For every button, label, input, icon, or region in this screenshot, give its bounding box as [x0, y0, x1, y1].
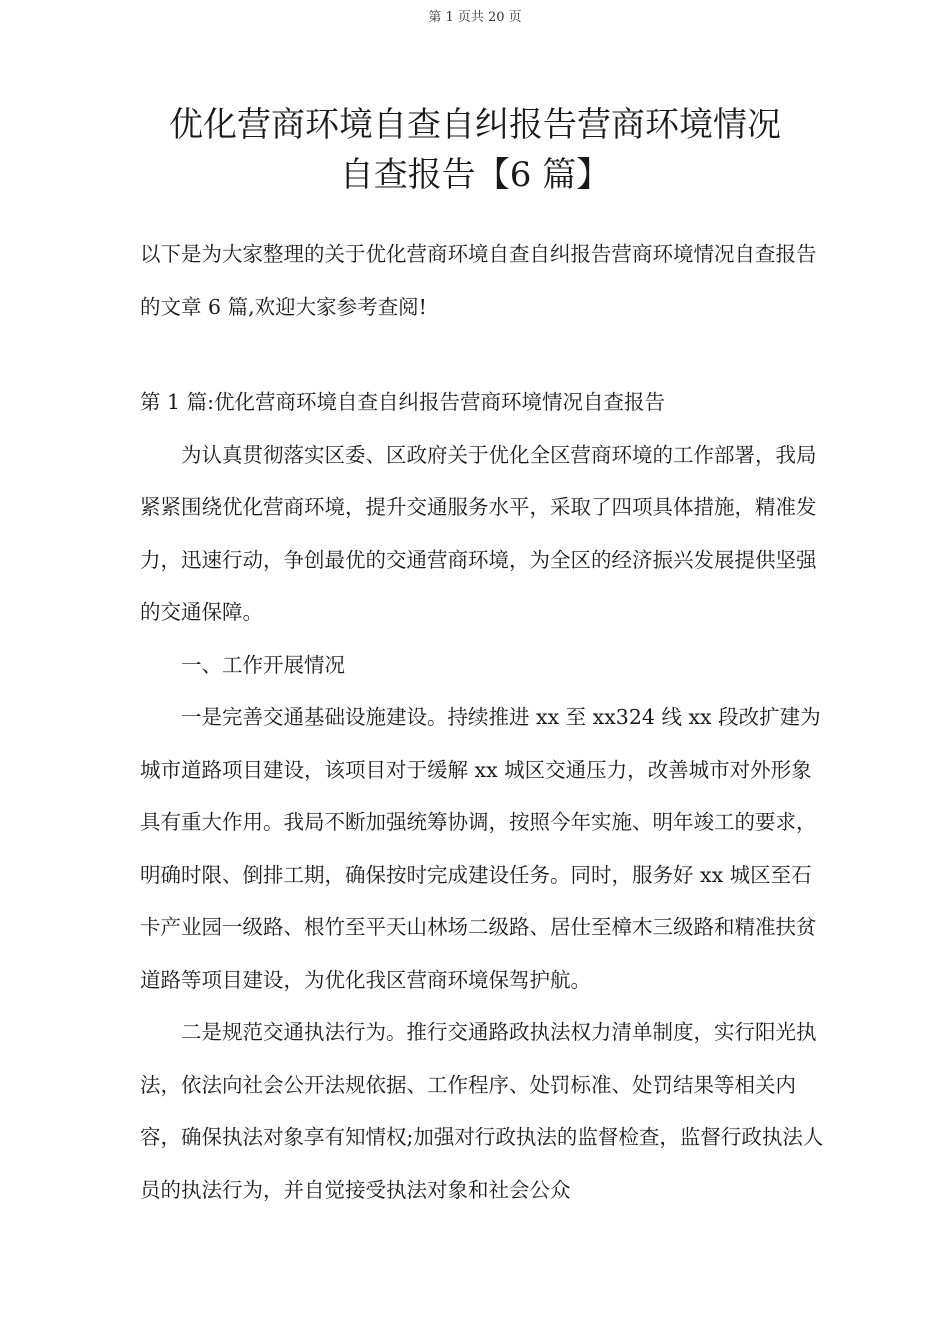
intro-paragraph: 以下是为大家整理的关于优化营商环境自查自纠报告营商环境情况自查报告的文章 6 篇,欢迎大家参考查阅! — [140, 242, 817, 319]
document-title — [0, 100, 950, 200]
section-heading: 第 1 篇:优化营商环境自查自纠报告营商环境情况自查报告 — [140, 390, 665, 414]
subsection-heading: 一、工作开展情况 — [181, 652, 345, 677]
body-paragraph: 二是规范交通执法行为。推行交通路政执法权力清单制度，实行阳光执法，依法向社会公开法规依据、工作程序、处罚标准、处罚结果等相关内容，确保执法对象享有知情权;加强对行政执法的监督检查，监督行政执法人员的执法行为，并自觉接受执法对象和社会公众 — [140, 1020, 824, 1202]
title-line-1: 优化营商环境自查自纠报告营商环境情况 — [169, 105, 781, 145]
intro-block — [140, 228, 830, 333]
article-body — [140, 376, 830, 1216]
body-paragraph: 为认真贯彻落实区委、区政府关于优化全区营商环境的工作部署，我局紧紧围绕优化营商环境，提升交通服务水平，采取了四项具体措施，精准发力，迅速行动，争创最优的交通营商环境，为全区的经济振兴发展提供坚强的交通保障。 — [140, 442, 817, 624]
page-number-header: 第 1 页共 20 页 — [428, 10, 522, 25]
body-paragraph: 一是完善交通基础设施建设。持续推进 xx 至 xx324 线 xx 段改扩建为城市道路项目建设，该项目对于缓解 xx 城区交通压力，改善城市对外形象具有重大作用。我局不断加强统筹协调，按照今年实施、明年竣工的要求，明确时限、倒排工期，确保按时完成建设任务。同时，服务好 xx 城区至石卡产业园一级路、根竹至平天山林场二级路、居仕至樟木三级路和精准扶贫道路等项目建设，为优化我区营商环境保驾护航。 — [140, 705, 821, 992]
title-line-2: 自查报告【6 篇】 — [339, 155, 611, 195]
